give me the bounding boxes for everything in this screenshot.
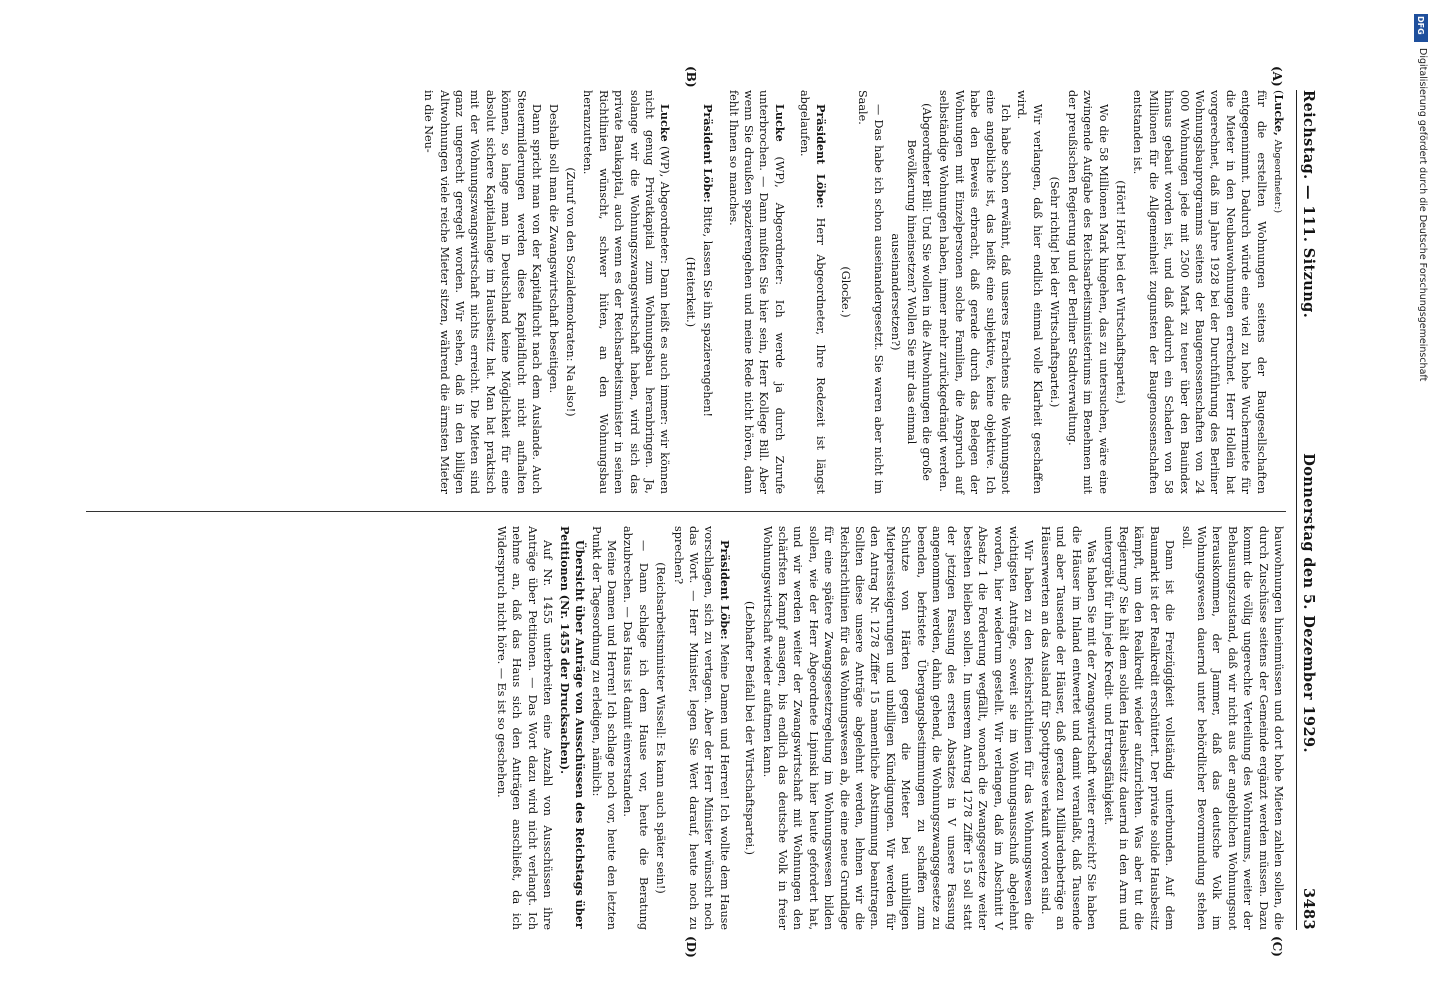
margin-marker-c: (C) — [1270, 936, 1284, 957]
paragraph: bauwohnungen hineinmüssen und dort hohe Mieten zahlen sollen, die durch Zuschüsse seitens der Gemeinde ergänzt werden müssen. Dazu kommt die völlig ungerechte Verteilung des Wohnraums, weiter der Behausungszustand, daß wir nicht aus der angeblichen Wohnungsnot herauskommen, der Jammer, daß das deutsche Volk im Wohnungswesen dauernd unter behördlicher Bevormundung stehen soll. — [1179, 526, 1285, 930]
paragraph: (Lucke, Abgeordneter:) — [1272, 90, 1286, 214]
paragraph: Deshalb soll man die Zwangswirtschaft beseitigen. — [546, 104, 560, 394]
paragraph: Was haben Sie mit der Zwangswirtschaft weiter erreicht? Sie haben die Häuser im Inland entwertet und damit veranlaßt, daß Tausende und aber Tausende der Häuser, daß geradezu Milliardenbeträge an Häuserwerten an das Ausland für Spottpreise verkauft worden sind. — [1038, 526, 1099, 930]
paragraph: Dann ist die Freizügigkeit vollständig unterbunden. Auf dem Baumarkt ist der Realkredit erschüttert. Der private solide Hausbesitz kämpft, um den Realkredit wieder aufzurichten. Was aber tut die Regierung? Sie hält dem soliden Hausbesitz dauernd in den Arm und untergräbt für ihn jede Kredit- und Ertragsfähigkeit. — [1101, 526, 1177, 930]
margin-marker-b: (B) — [684, 66, 698, 88]
interjection: (Zuruf von den Sozialdemokraten: Na also!) — [563, 167, 577, 417]
funding-notice-text: Digitalisierung gefördert durch die Deutsche Forschungsgemeinschaft — [1417, 48, 1428, 382]
agenda-heading: Übersicht über Anträge von Ausschüssen des Reichstags über Petitionen (Nr. 1455 der Drucksachen). — [557, 526, 588, 929]
paragraph: Dann spricht man von der Kapitalflucht nach dem Auslande. Auch Steuermilderungen werden diese Kapitalflucht nicht aufhalten können, so lange man in Deutschland keine Möglichkeit für eine absolut sichere Kapitalanlage im Hausbesitz hat. Man hat praktisch mit der Wohnungszwangswirtschaft nichts erreicht. Die Mieten sind ganz ungerecht geregelt worden. Wir sehen, daß in den billigen Altwohnungen viele reiche Mieter sitzen, während die ärmsten Mieter in die Neu- — [422, 90, 544, 494]
paragraph: für die erstellten Wohnungen seitens der Baugesellschaften entgegennimmt. Dadurch würde eine viel zu hohe Wuchermiete für die Mieter in den Neubauwohnungen errechnet. Herr Hollein hat vorgerechnet, daß im Jahre 1928 bei der Durchführung des Berliner Wohnungsbauprogramms seitens der Baugenossenschaften von 24 000 Wohnungen jede mit 2500 Mark zu teuer über den Bauindex hinaus gebaut worden ist, und daß dadurch ein Schaden von 58 Millionen für die Allgemeinheit zugunsten der Baugenossenschaften entstanden ist. — [1131, 90, 1268, 494]
interjection: (Heiterkeit.) — [683, 256, 697, 328]
paragraph: Ich habe schon erwähnt, daß unseres Erachtens die Wohnungsnot eine angebliche ist, das heißt eine subjektive, keine objektive. Ich habe den Beweis erbracht, daß gerade durch das Belegen der Wohnungen mit Einzelpersonen solche Familien, die Anspruch auf selbständige Wohnungen haben, immer mehr zurückgedrängt werden. — [937, 90, 1013, 494]
paragraph: Wo die 58 Millionen Mark hingehen, das zu untersuchen, wäre eine zwingende Aufgabe des Reichsarbeitsministeriums im Benehmen mit der preußischen Regierung und der Berliner Stadtverwaltung. — [1065, 90, 1110, 494]
paragraph: Lucke (WP), Abgeordneter: Dann heißt es auch immer: wir können nicht genug Privatkapital zum Wohnungsbau heranbringen. Ja, solange wir die Wohnungszwangswirtschaft haben, wird sich das private Baukapital, auch wenn es der Reichsarbeitsminister in seinen Richtlinien wünscht, schwer hüten, an den Wohnungsbau heranzutreten. — [581, 90, 673, 494]
speaker-name: Präsident Löbe: — [717, 540, 732, 640]
paragraph: Wir verlangen, daß hier endlich einmal volle Klarheit geschaffen wird. — [1015, 90, 1044, 494]
interjection: (Reichsarbeitsminister Wissell: Es kann auch später sein!) — [654, 562, 668, 894]
column-divider — [86, 511, 1286, 512]
paragraph: Präsident Löbe: Bitte, lassen Sie ihn spazierengehen! — [701, 104, 716, 417]
interjection: (Glocke.) — [839, 266, 853, 318]
right-column — [493, 526, 1286, 930]
header-left: Reichstag. — 111. Sitzung. — [1300, 90, 1317, 319]
page-number: 3483 — [1300, 888, 1317, 930]
interjection: (Lebhafter Beifall bei der Wirtschaftspartei.) — [743, 601, 757, 855]
interjection: (Hört! Hört! bei der Wirtschaftspartei.) — [1113, 180, 1127, 404]
paragraph: Lucke (WP), Abgeordneter: Ich werde ja durch Zurufe unterbrochen. — Dann mußten Sie hier sein, Herr Kollege Bill. Aber wenn Sie draußen spazierengehen und meine Rede nicht hören, dann fehlt Ihnen so manches. — [726, 90, 787, 495]
paragraph: — Dann schlage ich dem Hause vor, heute die Beratung abzubrechen. — Das Haus ist damit einverstanden. — [621, 526, 650, 930]
paragraph: Präsident Löbe: Meine Damen und Herren! Ich wollte dem Hause vorschlagen, sich zu vertagen. Aber der Herr Minister wünscht noch das Wort. — Herr Minister, legen Sie Wert darauf, heute noch zu sprechen? — [671, 526, 732, 931]
rotated-document-page — [80, 66, 1320, 958]
paragraph: Präsident Löbe: Herr Abgeordneter, Ihre Redezeit ist längst abgelaufen. — [798, 90, 828, 495]
funding-notice — [1408, 0, 1434, 1000]
margin-marker-a: (A) — [1270, 66, 1284, 87]
speaker-name: Präsident Löbe: — [701, 104, 716, 203]
speaker-name: Lucke — [658, 104, 673, 142]
paragraph: Wir haben zu den Reichsrichtlinien für das Wohnungswesen die wichtigsten Anträge, soweit sie im Wohnungsausschuß abgelehnt worden, hier wiederum gestellt. Wir verlangen, daß im Abschnitt V Absatz 1 die Forderung wegfällt, wonach die Zwangsgesetze weiter bestehen bleiben sollen. In unserem Antrag 1278 Ziffer 15 soll statt der jetzigen Fassung des ersten Absatzes in V unsere Fassung angenommen werden, dahin gehend, die Wohnungszwangsgesetze zu beenden, befristete Übergangsbestimmungen zu schaffen zum Schutze von Härten gegen die Mieter bei unbilligen Mietpreissteigerungen und unbilligen Kündigungen. Wir werden für den Antrag Nr. 1278 Ziffer 15 namentliche Abstimmung beantragen. Sollten diese unsere Anträge abgelehnt werden, lehnen wir die Reichsrichtlinien für das Wohnungswesen ab, die eine neue Grundlage für eine spätere Zwangsgesetzregelung im Wohnungswesen bilden sollen, wie der Herr Abgeordnete Lipinski hier heute gefordert hat, und wir werden weiter der Zwangswirtschaft mit Wohnungen den schärfsten Kampf ansagen, bis endlich das deutsche Volk in freier Wohnungswirtschaft wieder aufatmen kann. — [760, 526, 1036, 930]
speaker-name: Präsident Löbe: — [813, 104, 828, 209]
paragraph: Meine Damen und Herren! Ich schlage noch vor, heute den letzten Punkt der Tagesordnung zu erledigen, nämlich: — [589, 526, 618, 930]
paragraph: Auf Nr. 1455 unterbreiten eine Anzahl von Ausschüssen ihre Anträge über Petitionen. — Das Wort dazu wird nicht verlangt. Ich nehme an, daß das Haus sich den Anträgen anschließt, da ich Widerspruch nicht höre. — Es ist so geschehen. — [495, 526, 555, 930]
dfg-logo: DFG — [1414, 14, 1428, 42]
margin-marker-d: (D) — [684, 936, 698, 958]
paragraph: — Das habe ich schon auseinandergesetzt. Sie waren aber nicht im Saale. — [856, 90, 885, 494]
running-header — [1296, 90, 1320, 930]
interjection: (Abgeordneter Bill: Und Sie wollen in die Altwohnungen die große Bevölkerung hineinsetzen? Wollen Sie mir das einmal auseinandersetzen?) — [889, 103, 934, 481]
header-date: Donnerstag den 5. Dezember 1929. — [1300, 453, 1317, 753]
interjection: (Sehr richtig! bei der Wirtschaftspartei.) — [1048, 176, 1062, 408]
left-column — [420, 90, 1286, 494]
speaker-name: Lucke — [772, 104, 787, 142]
